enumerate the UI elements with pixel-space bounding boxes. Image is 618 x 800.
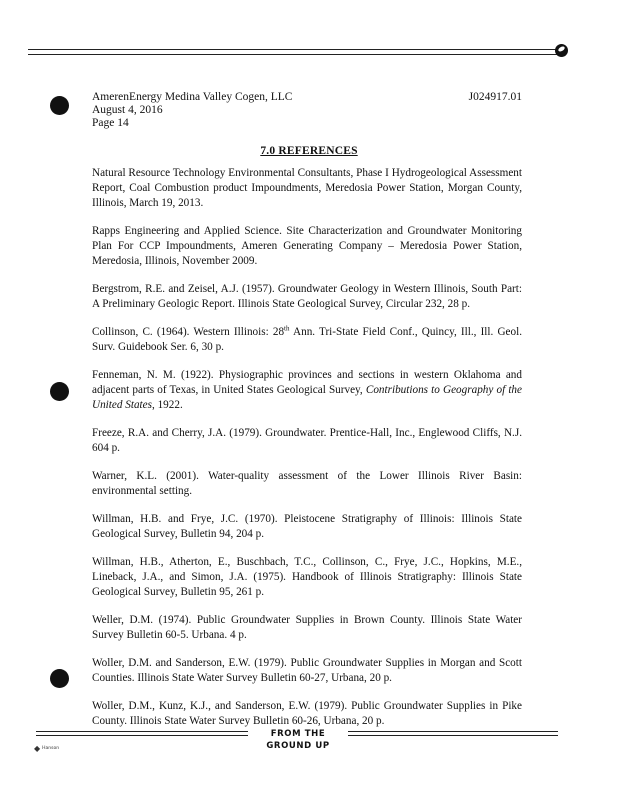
binder-hole-icon [50, 382, 69, 401]
section-title: 7.0 REFERENCES [260, 145, 358, 157]
reference-italic-title: Contributions to Geography of the United States [92, 384, 522, 411]
footer-rule [36, 731, 248, 736]
client-name: AmerenEnergy Medina Valley Cogen, LLC [92, 91, 293, 103]
reference-entry: Woller, D.M., Kunz, K.J., and Sanderson, E.W. (1979). Public Groundwater Supplies in Pike County. Illinois State Water Survey Bulletin 60-26, Urbana, 20 p. [92, 700, 522, 727]
reference-entry: Willman, H.B., Atherton, E., Buschbach, T.C., Collinson, C., Frye, J.C., Hopkins, M.E., Lineback, J.A., and Simon, J.A. (1975). Handbook of Illinois Stratigraphy: Illinois State Geological Survey, Bulletin 95, 261 p. [92, 556, 522, 598]
reference-entry [92, 325, 522, 355]
footer-rule [348, 731, 558, 736]
reference-text: Collinson, C. (1964). Western Illinois: 28 [92, 326, 285, 338]
top-rule [28, 49, 558, 55]
reference-entry: Rapps Engineering and Applied Science. Site Characterization and Groundwater Monitoring Plan For CCP Impoundments, Ameren Generating Company – Meredosia Power Station, Meredosia, Illinois, November 2009. [92, 225, 522, 267]
reference-text: Fenneman, N. M. (1922). Physiographic provinces and sections in western Oklahoma and adjacent parts of Texas, in United States Geological Survey, [92, 369, 522, 396]
reference-superscript: th [284, 324, 290, 333]
reference-entry: Freeze, R.A. and Cherry, J.A. (1979). Groundwater. Prentice-Hall, Inc., Englewood Cliffs, N.J. 604 p. [92, 427, 522, 454]
page-number: Page 14 [92, 117, 129, 129]
reference-entry: Bergstrom, R.E. and Zeisel, A.J. (1957). Groundwater Geology in Western Illinois, South Part: A Preliminary Geologic Report. Illinois State Geological Survey, Circular 232, 28 p. [92, 283, 522, 310]
binder-hole-icon [50, 669, 69, 688]
company-logo [34, 744, 59, 753]
reference-entry: Willman, H.B. and Frye, J.C. (1970). Pleistocene Stratigraphy of Illinois: Illinois State Geological Survey, Bulletin 94, 204 p. [92, 513, 522, 540]
reference-text: Ann. Tri-State Field Conf., Quincy, Ill., Ill. Geol. Surv. Guidebook Ser. 6, 30 p. [92, 326, 522, 353]
reference-entry: Natural Resource Technology Environmental Consultants, Phase I Hydrogeological Assessment Report, Coal Combustion product Impoundments, Meredosia Power Station, Morgan County, Illinois, March 19, 2013. [92, 167, 522, 209]
header-date: August 4, 2016 [92, 104, 163, 116]
project-number: J024917.01 [468, 91, 522, 103]
page-header [92, 91, 522, 130]
reference-entry: Woller, D.M. and Sanderson, E.W. (1979). Public Groundwater Supplies in Morgan and Scott Counties. Illinois State Water Survey Bulletin 60-27, Urbana, 20 p. [92, 657, 522, 684]
reference-entry: Weller, D.M. (1974). Public Groundwater Supplies in Brown County. Illinois State Water Survey Bulletin 60-5. Urbana. 4 p. [92, 614, 522, 641]
reference-entry [92, 368, 522, 413]
references-list [92, 166, 522, 729]
logo-mark-icon: ◆ [34, 744, 41, 753]
reference-entry: Warner, K.L. (2001). Water-quality assessment of the Lower Illinois River Basin: environmental setting. [92, 470, 522, 497]
corner-logo-icon [555, 44, 568, 57]
logo-text: Hanson [42, 746, 60, 751]
footer-tagline: FROM THE GROUND UP [266, 729, 330, 751]
reference-text: , 1922. [151, 399, 183, 411]
binder-hole-icon [50, 96, 69, 115]
